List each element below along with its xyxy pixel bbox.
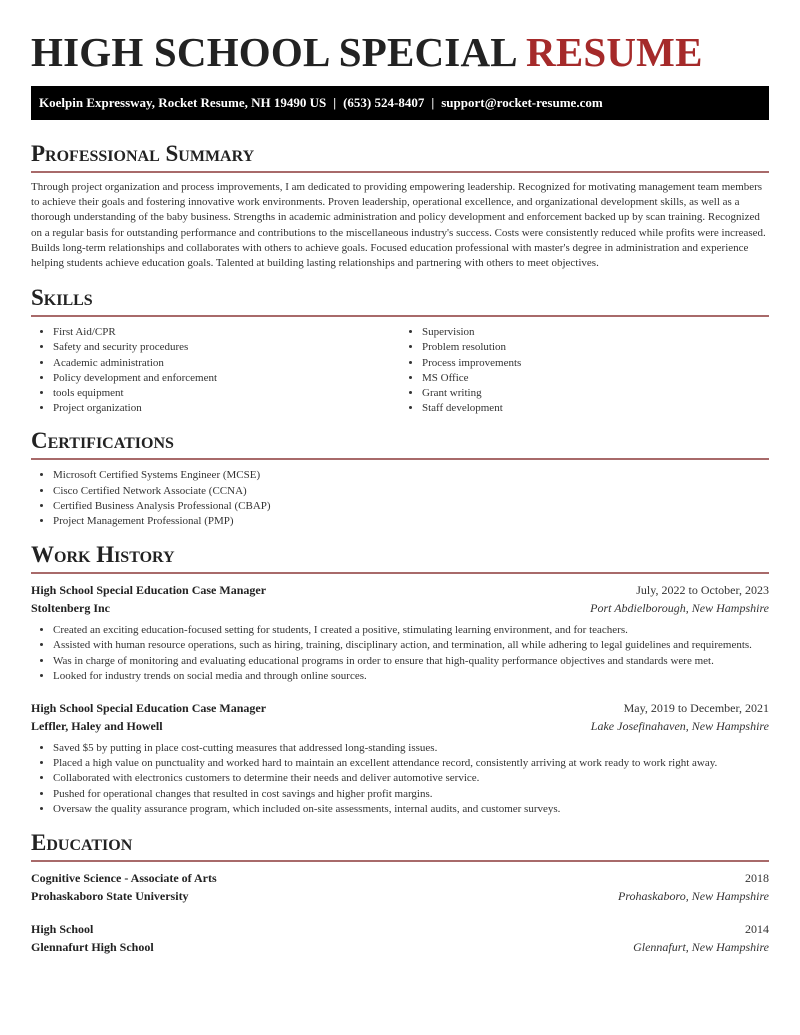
education-school: Glennafurt High School: [31, 939, 154, 954]
skills-section: [31, 285, 769, 416]
summary-text: Through project organization and process improvements, I am dedicated to providing empowering leadership. Recognized for motivating management team members to achieve their goals and fostering innovative work environments. Proven leadership, operational excellence, and organizational development skills, as well as a thorough understanding of the baby business. Strengths in academic administration and policy development and enforcement backed up by scan training. Recognized on a regular basis for outstanding performance and contributions to the miscellaneous industry's success. Costs were consistently reduced while profits were increased. Builds long-term relationships and collaborates with others to achieve goals. Focused education professional with master's degree in administration and experience helping students achieve education goals. Talented at building lasting relationships and partnering with others to meet objectives.: [31, 181, 766, 270]
job-dates: July, 2022 to October, 2023: [636, 583, 769, 598]
job-entry: [31, 700, 769, 817]
contact-email[interactable]: support@rocket-resume.com: [441, 95, 603, 110]
job-company-row: [31, 600, 769, 618]
skill-item: • Staff development: [422, 401, 769, 416]
skills-list-left: [31, 325, 400, 416]
skills-columns: [31, 325, 769, 416]
job-bullet: • Looked for industry trends on social media and through online sources.: [53, 669, 769, 684]
job-bullet: • Pushed for operational changes that resulted in cost savings and higher profit margins.: [53, 787, 769, 802]
job-bullet: • Saved $5 by putting in place cost-cutting measures that addressed long-standing issues.: [53, 741, 769, 756]
education-school: Prohaskaboro State University: [31, 888, 189, 903]
job-bullet: • Was in charge of monitoring and evaluating educational programs in order to ensure that high-quality performance objectives and standards were met.: [53, 654, 769, 669]
education-entry: [31, 921, 769, 956]
contact-address: Koelpin Expressway, Rocket Resume, NH 19490 US: [39, 95, 327, 110]
section-title-work-history: Work History: [31, 542, 769, 574]
skills-column-right: [400, 325, 769, 416]
job-bullet: • Oversaw the quality assurance program, which included on-site assessments, internal audits, and customer surveys.: [53, 802, 769, 817]
job-title: High School Special Education Case Manager: [31, 583, 267, 598]
skill-item: • First Aid/CPR: [53, 325, 400, 340]
skill-item: • Problem resolution: [422, 340, 769, 355]
job-bullet: • Placed a high value on punctuality and worked hard to maintain an excellent attendance record, consistently arriving at work ready to work right away.: [53, 756, 769, 771]
resume-name: [31, 0, 769, 86]
education-degree: High School: [31, 922, 94, 937]
summary-section: [31, 141, 769, 271]
name-first: HIGH SCHOOL SPECIAL: [31, 29, 516, 75]
certifications-section: [31, 428, 769, 529]
skill-item: • Project organization: [53, 401, 400, 416]
name-last: RESUME: [526, 29, 703, 75]
education-year: 2018: [745, 871, 769, 886]
skills-list-right: [400, 325, 769, 416]
job-dates: May, 2019 to December, 2021: [623, 701, 769, 716]
education-degree-row: [31, 870, 769, 888]
section-title-skills: Skills: [31, 285, 769, 317]
contact-phone: (653) 524-8407: [343, 95, 425, 110]
job-company: Leffler, Haley and Howell: [31, 718, 163, 733]
skill-item: • MS Office: [422, 371, 769, 386]
skill-item: • Policy development and enforcement: [53, 371, 400, 386]
certification-item: • Cisco Certified Network Associate (CCNA): [53, 484, 769, 499]
certifications-list: [31, 468, 769, 529]
job-bullets: [31, 741, 769, 817]
skill-item: • Supervision: [422, 325, 769, 340]
job-bullets: [31, 623, 769, 684]
job-location: Lake Josefinahaven, New Hampshire: [590, 718, 769, 733]
skill-item: • Grant writing: [422, 386, 769, 401]
education-degree-row: [31, 921, 769, 939]
skill-item: • Safety and security procedures: [53, 340, 400, 355]
certification-item: • Project Management Professional (PMP): [53, 514, 769, 529]
job-header-row: [31, 582, 769, 600]
skill-item: • Academic administration: [53, 356, 400, 371]
education-degree: Cognitive Science - Associate of Arts: [31, 871, 217, 886]
work-history-section: [31, 542, 769, 817]
contact-bar: [31, 86, 769, 120]
contact-separator: |: [333, 95, 337, 110]
education-year: 2014: [745, 922, 769, 937]
education-entry: [31, 870, 769, 905]
certification-item: • Certified Business Analysis Professional (CBAP): [53, 499, 769, 514]
section-title-education: Education: [31, 830, 769, 862]
skill-item: • tools equipment: [53, 386, 400, 401]
job-bullet: • Collaborated with electronics customers to determine their needs and deliver automotive service.: [53, 771, 769, 786]
job-header-row: [31, 700, 769, 718]
job-title: High School Special Education Case Manager: [31, 701, 267, 716]
skills-column-left: [31, 325, 400, 416]
skill-item: • Process improvements: [422, 356, 769, 371]
education-school-row: [31, 888, 769, 906]
job-entry: [31, 582, 769, 684]
job-bullet: • Assisted with human resource operations, such as hiring, training, disciplinary action, and termination, all while adhering to legal guidelines and requirements.: [53, 638, 769, 653]
education-section: [31, 830, 769, 956]
certification-item: • Microsoft Certified Systems Engineer (MCSE): [53, 468, 769, 483]
job-company: Stoltenberg Inc: [31, 600, 110, 615]
section-title-certifications: Certifications: [31, 428, 769, 460]
education-school-row: [31, 939, 769, 957]
section-title-summary: Professional Summary: [31, 141, 769, 173]
job-bullet: • Created an exciting education-focused setting for students, I created a positive, stimulating learning environment, and for teachers.: [53, 623, 769, 638]
job-location: Port Abdielborough, New Hampshire: [590, 600, 769, 615]
job-company-row: [31, 718, 769, 736]
education-location: Glennafurt, New Hampshire: [633, 939, 769, 954]
contact-separator: |: [431, 95, 435, 110]
education-location: Prohaskaboro, New Hampshire: [618, 888, 769, 903]
